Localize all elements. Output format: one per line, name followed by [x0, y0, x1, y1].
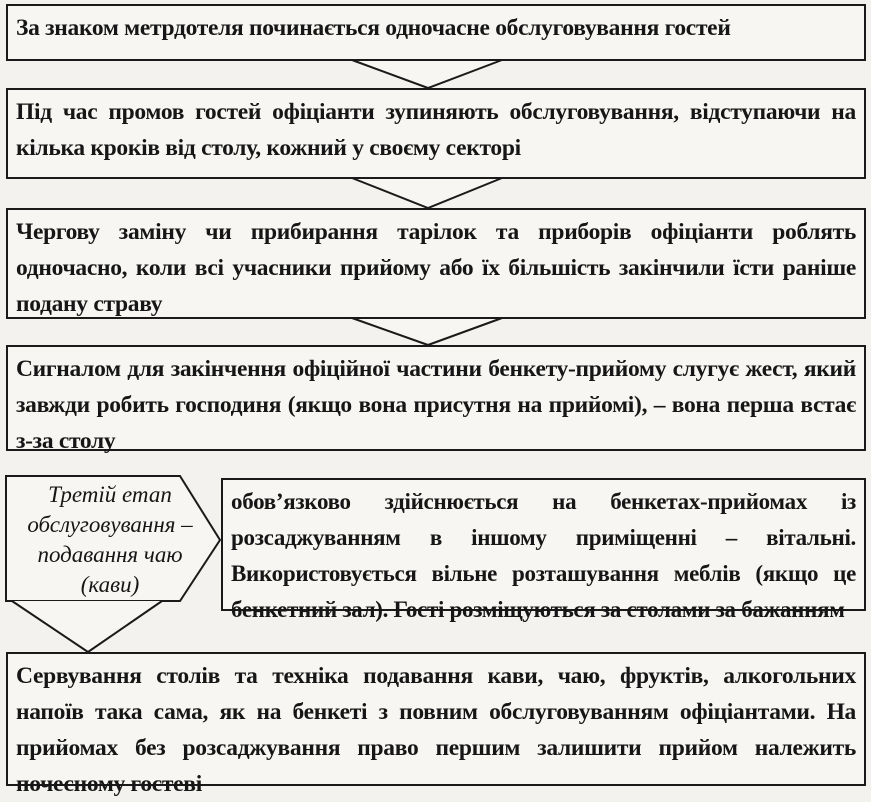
arrow-4 [12, 601, 162, 652]
stage-label: Третій етап обслуговування – подавання чаю (кави) [27, 482, 193, 597]
stage-description: обов’язково здійснюється на бенкетах-прийомах із розсаджуванням в іншому приміщенні – вітальні. Використовується вільне розташування меблів (якщо це бенкетний зал). Гості розміщуються за столами за бажанням [231, 489, 856, 622]
step-text: Під час промов гостей офіціанти зупиняють обслуговування, відступаючи на кілька кроків від столу, кожний у своєму секторі [16, 99, 856, 161]
step-text: За знаком метрдотеля починається одночасне обслуговування гостей [16, 15, 731, 41]
step-text: Сигналом для закінчення офіційної частини бенкету-прийому слугує жест, який завжди робить господиня (якщо вона присутня на прийомі), – вона перша встає з-за столу [16, 356, 856, 454]
arrow-1 [352, 60, 502, 88]
stage-description-box [221, 478, 866, 622]
step-text: Чергову заміну чи прибирання тарілок та приборів офіціанти роблять одночасно, коли всі учасники прийому або їх більшість закінчили їсти раніше подану страву [16, 219, 856, 317]
step-box-2 [6, 88, 866, 179]
step-box-1 [6, 4, 866, 61]
step-box-3 [6, 208, 866, 319]
final-box [6, 652, 866, 797]
arrow-2 [352, 178, 502, 208]
step-box-4 [6, 345, 866, 454]
arrow-3 [352, 318, 502, 345]
final-text: Сервування столів та техніка подавання кави, чаю, фруктів, алкогольних напоїв така сама, як на бенкеті з повним обслуговуванням офіціантами. На прийомах без розсаджування право першим залишити прийом належить почесному гостеві [16, 663, 856, 797]
